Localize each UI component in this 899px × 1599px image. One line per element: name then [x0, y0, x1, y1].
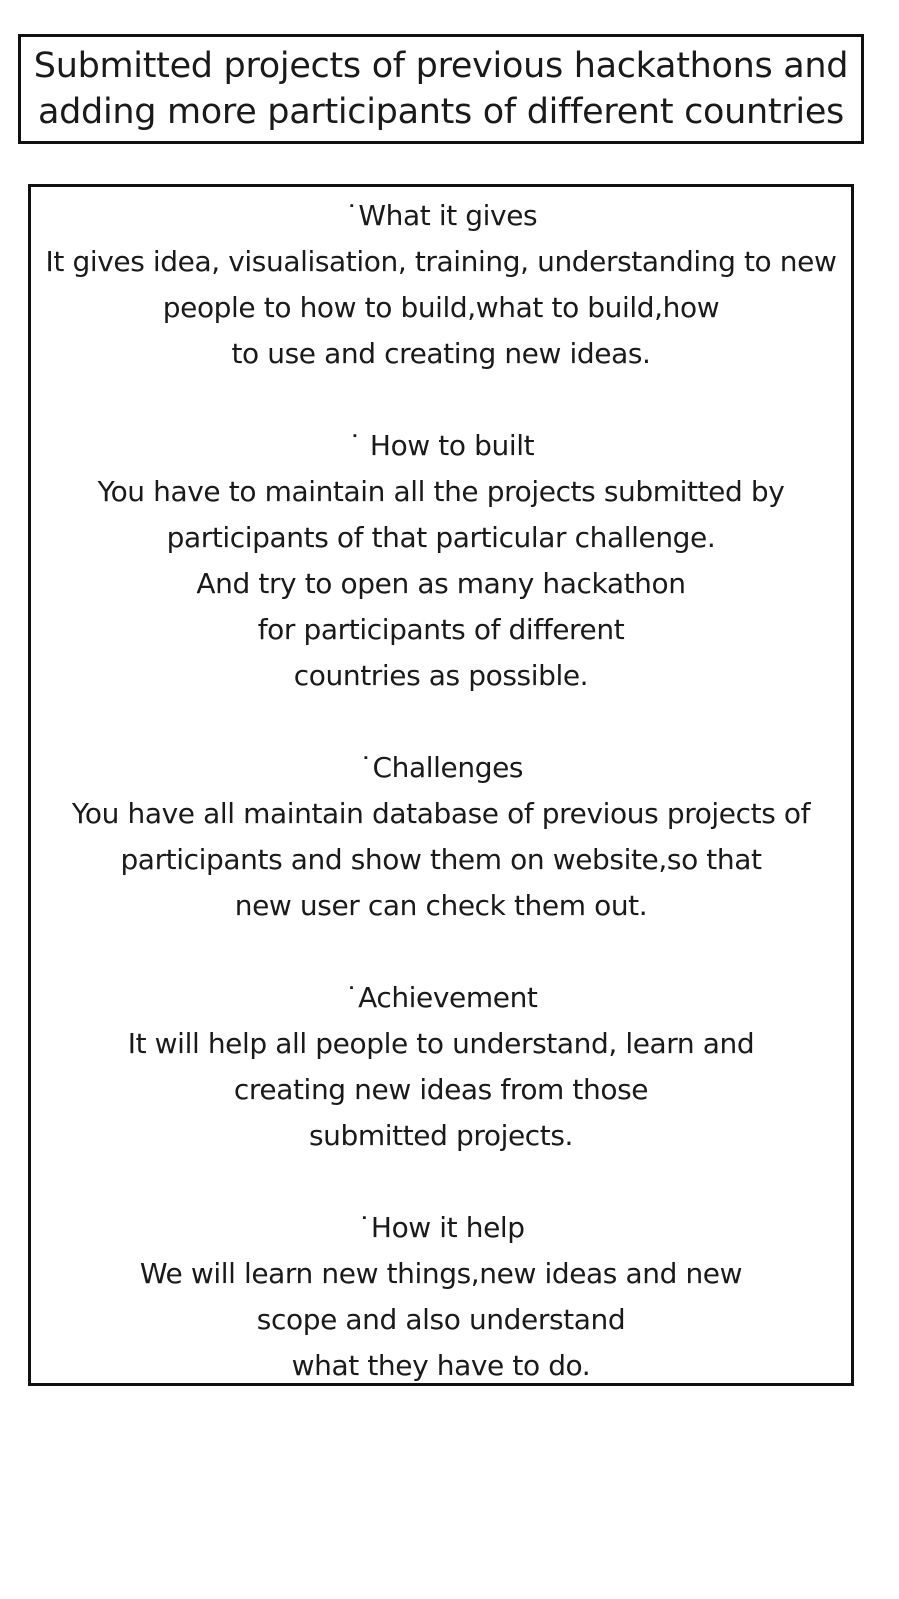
section-line: It will help all people to understand, learn and	[127, 1027, 755, 1060]
section-line: submitted projects.	[308, 1119, 574, 1152]
section-what-it-gives	[31, 193, 851, 377]
title-line: adding more participants of different countries	[37, 92, 844, 132]
section-line: scope and also understand	[256, 1303, 626, 1336]
section-heading: ˙Challenges	[358, 751, 524, 784]
section-line: It gives idea, visualisation, training, understanding to new	[45, 245, 837, 278]
section-line: people to how to build,what to build,how	[162, 291, 720, 324]
title-line: Submitted projects of previous hackathons and	[33, 46, 849, 86]
section-achievement	[31, 975, 851, 1159]
section-line: We will learn new things,new ideas and new	[139, 1257, 743, 1290]
section-line: countries as possible.	[293, 659, 589, 692]
section-line: You have to maintain all the projects submitted by	[97, 475, 785, 508]
title-box	[18, 34, 864, 144]
section-how-to-built	[31, 423, 851, 699]
section-heading: ˙ How to built	[347, 429, 535, 462]
section-line: for participants of different	[257, 613, 625, 646]
section-line: new user can check them out.	[234, 889, 648, 922]
section-line: participants of that particular challenge.	[166, 521, 716, 554]
section-line: creating new ideas from those	[233, 1073, 649, 1106]
content-box	[28, 184, 854, 1386]
section-line: to use and creating new ideas.	[231, 337, 651, 370]
section-heading: ˙What it gives	[344, 199, 538, 232]
section-line: And try to open as many hackathon	[196, 567, 686, 600]
section-heading: ˙How it help	[357, 1211, 525, 1244]
section-line: You have all maintain database of previous projects of	[71, 797, 811, 830]
section-line: what they have to do.	[291, 1349, 591, 1382]
section-challenges	[31, 745, 851, 929]
section-how-it-help	[31, 1205, 851, 1389]
section-line: participants and show them on website,so that	[120, 843, 762, 876]
section-heading: ˙Achievement	[344, 981, 538, 1014]
